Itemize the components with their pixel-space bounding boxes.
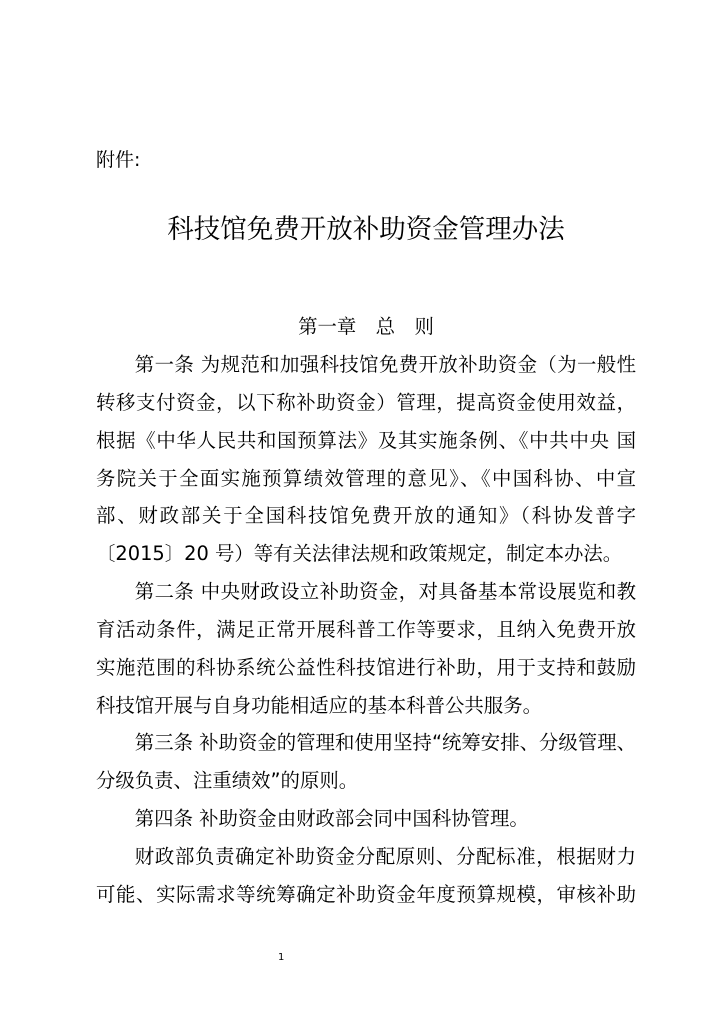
document-title: 科技馆免费开放补助资金管理办法 xyxy=(167,214,565,245)
chapter-heading: 第一章 总 则 xyxy=(298,315,434,338)
article-2-paragraph xyxy=(96,573,636,724)
page-number: 1 xyxy=(278,952,285,963)
body-line: 〔2015〕20 号）等有关法律法规和政策规定，制定本办法。 xyxy=(96,542,623,566)
body-line: 务院关于全面实施预算绩效管理的意见》、《中国科协、中宣 xyxy=(96,466,636,490)
article-4-paragraph xyxy=(96,800,636,838)
article-4-detail-paragraph xyxy=(96,838,636,914)
body-line: 实施范围的科协系统公益性科技馆进行补助，用于支持和鼓励 xyxy=(96,655,636,679)
body-line: 育活动条件，满足正常开展科普工作等要求，且纳入免费开放 xyxy=(96,617,636,641)
body-line: 第三条 补助资金的管理和使用坚持“统筹安排、分级管理、 xyxy=(134,731,636,755)
body-line: 分级负责、注重绩效”的原则。 xyxy=(96,769,359,793)
article-3-paragraph xyxy=(96,724,636,800)
body-line: 第二条 中央财政设立补助资金，对具备基本常设展览和教 xyxy=(134,580,636,604)
body-line: 第一条 为规范和加强科技馆免费开放补助资金（为一般性 xyxy=(134,353,636,376)
body-line: 财政部负责确定补助资金分配原则、分配标准，根据财力 xyxy=(134,844,636,868)
body-line: 转移支付资金，以下称补助资金）管理，提高资金使用效益， xyxy=(96,390,636,414)
body-line: 根据《中华人民共和国预算法》及其实施条例、《中共中央 国 xyxy=(96,428,636,452)
body-line: 科技馆开展与自身功能相适应的基本科普公共服务。 xyxy=(96,693,542,717)
attachment-label: 附件: xyxy=(96,149,141,171)
body-line: 部、财政部关于全国科技馆免费开放的通知》（科协发普字 xyxy=(96,504,636,528)
document-body xyxy=(96,346,636,914)
body-line: 第四条 补助资金由财政部会同中国科协管理。 xyxy=(134,807,529,831)
article-1-paragraph xyxy=(96,346,636,573)
body-line: 可能、实际需求等统筹确定补助资金年度预算规模，审核补助 xyxy=(96,882,636,906)
